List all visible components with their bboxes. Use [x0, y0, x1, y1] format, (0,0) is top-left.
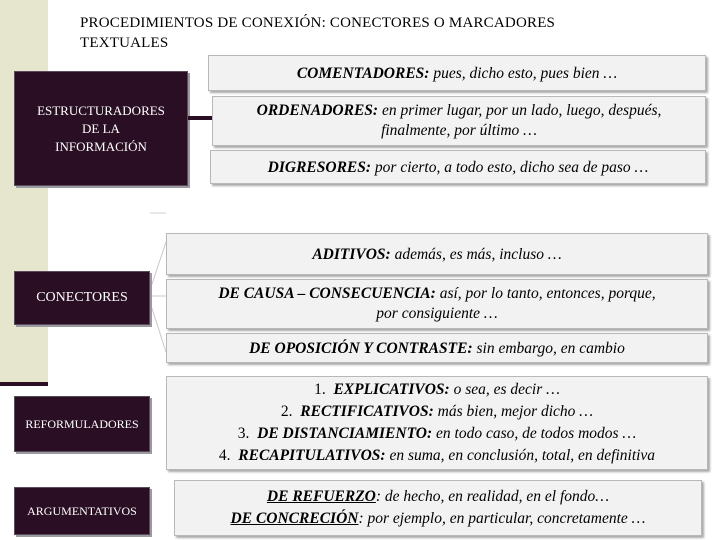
title-line-2: TEXTUALES — [80, 35, 169, 51]
concrecion-head: DE CONCRECIÓN — [230, 510, 359, 527]
recapitulativos-head: RECAPITULATIVOS: — [238, 447, 386, 464]
explicativos-text: o sea, es decir … — [449, 381, 560, 398]
distanciamiento-num: 3. — [237, 425, 250, 442]
digresores-text: por cierto, a todo esto, dicho sea de paso … — [371, 158, 649, 176]
rectificativos-head: RECTIFICATIVOS: — [300, 403, 434, 420]
ordenadores-head: ORDENADORES: — [256, 102, 379, 119]
causa-consecuencia-text: así, por lo tanto, entonces, porque, — [435, 285, 656, 302]
estructuradores-label-box — [14, 71, 188, 186]
digresores-head: DIGRESORES: — [267, 158, 372, 176]
argumentativos-label: ARGUMENTATIVOS — [27, 503, 137, 518]
argumentativos-box — [174, 480, 702, 536]
digresores-box — [210, 150, 706, 184]
causa-consecuencia-head: DE CAUSA – CONSECUENCIA: — [218, 285, 436, 302]
oposicion-contraste-head: DE OPOSICIÓN Y CONTRASTE: — [249, 339, 473, 357]
estructuradores-label-line-2: DE LA — [82, 120, 120, 136]
conectores-label: CONECTORES — [36, 290, 128, 305]
distanciamiento-head: DE DISTANCIAMIENTO: — [257, 425, 433, 442]
causa-consecuencia-text-2: por consiguiente … — [376, 305, 498, 322]
recapitulativos-text: en suma, en conclusión, total, en definitiva — [385, 447, 656, 464]
comentadores-text: pues, dicho esto, pues bien … — [429, 64, 618, 82]
estructuradores-label-line-3: INFORMACIÓN — [55, 138, 147, 154]
reformuladores-label: REFORMULADORES — [25, 416, 139, 431]
ordenadores-text-2: finalmente, por último … — [381, 122, 537, 139]
aditivos-text: además, es más, incluso … — [390, 245, 562, 263]
distanciamiento-text: en todo caso, de todos modos … — [432, 425, 637, 442]
aditivos-head: ADITIVOS: — [312, 245, 391, 263]
explicativos-num: 1. — [314, 381, 326, 398]
causa-consecuencia-box — [166, 279, 708, 329]
oposicion-contraste-text: sin embargo, en cambio — [472, 339, 625, 357]
refuerzo-head: DE REFUERZO — [266, 488, 376, 505]
ordenadores-box — [212, 96, 706, 146]
reformuladores-label-box — [14, 396, 150, 452]
estructuradores-label-line-1: ESTRUCTURADORES — [37, 102, 165, 118]
refuerzo-text: : de hecho, en realidad, en el fondo… — [375, 488, 610, 505]
explicativos-head: EXPLICATIVOS: — [333, 381, 450, 398]
rectificativos-num: 2. — [280, 403, 293, 420]
ordenadores-text: en primer lugar, por un lado, luego, después, — [378, 102, 662, 119]
title-line-1: PROCEDIMIENTOS DE CONEXIÓN: CONECTORES O MARCADORES — [80, 15, 556, 31]
comentadores-head: COMENTADORES: — [296, 64, 430, 82]
rectificativos-text: más bien, mejor dicho … — [433, 403, 594, 420]
aditivos-box — [166, 233, 708, 275]
conectores-label-box — [14, 271, 150, 325]
reformuladores-box — [166, 376, 708, 470]
oposicion-contraste-box — [166, 333, 708, 363]
recapitulativos-num: 4. — [218, 447, 231, 464]
concrecion-text: : por ejemplo, en particular, concretamente … — [358, 510, 646, 527]
comentadores-box — [208, 55, 706, 91]
argumentativos-label-box — [14, 487, 150, 535]
